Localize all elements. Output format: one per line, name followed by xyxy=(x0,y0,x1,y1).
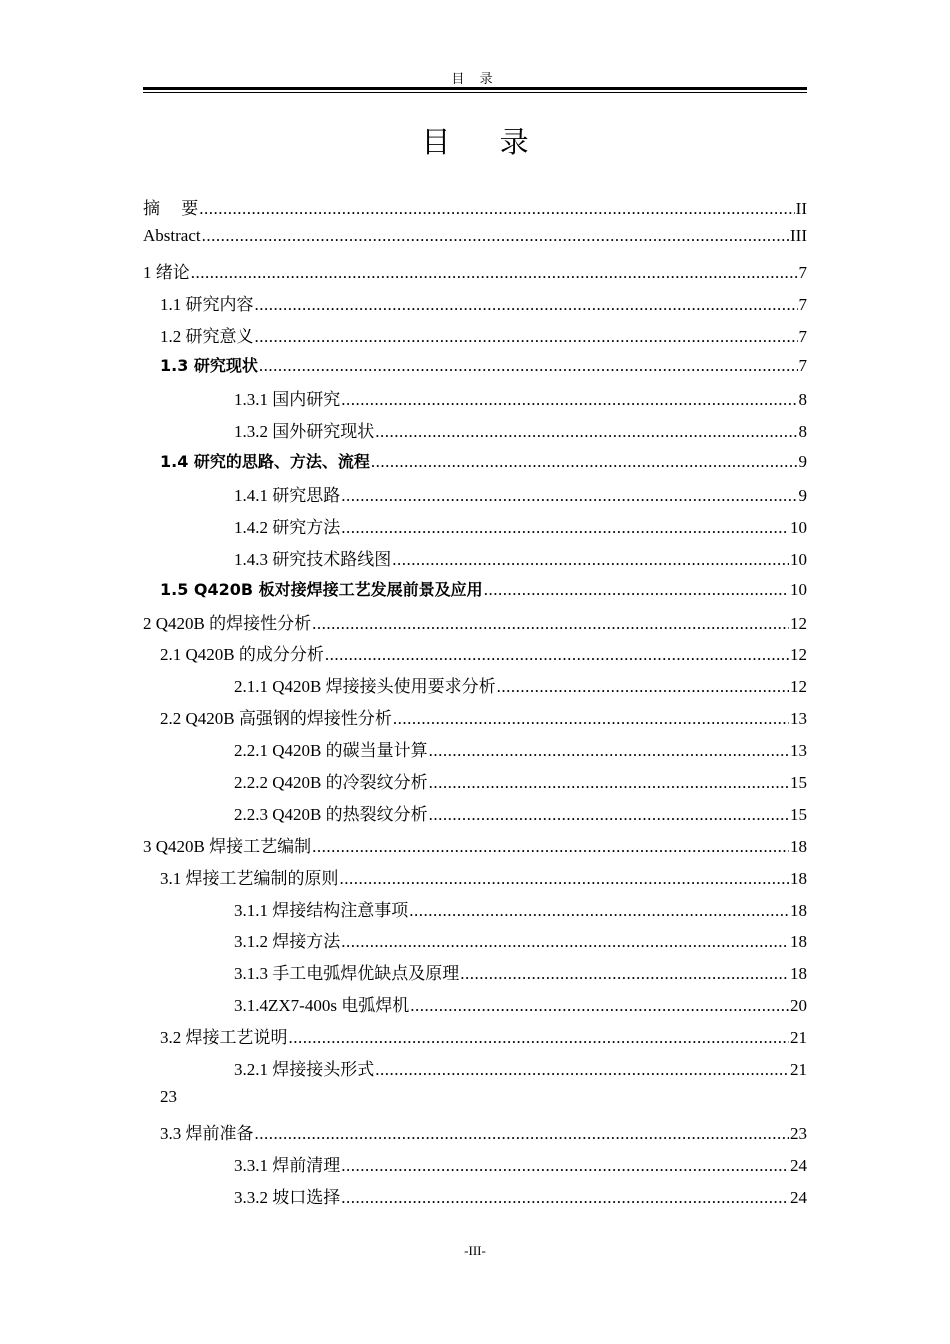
toc-entry-page: 21 xyxy=(790,1028,807,1048)
toc-entry-page: 18 xyxy=(790,964,807,984)
toc-entry-title: 3.2 焊接工艺说明 xyxy=(160,1028,288,1048)
toc-entry[interactable] xyxy=(143,226,807,258)
toc-entry[interactable] xyxy=(143,704,807,736)
toc-entry-page: 21 xyxy=(790,1060,807,1080)
toc-entry-title: 3.1.4ZX7-400s 电弧焊机 xyxy=(234,996,410,1016)
toc-entry[interactable] xyxy=(143,417,807,449)
toc-entry-title: 3.3.2 坡口选择 xyxy=(234,1187,341,1207)
toc-leader-dots xyxy=(341,1188,789,1208)
table-of-contents xyxy=(143,194,807,1215)
toc-entry[interactable] xyxy=(143,513,807,545)
toc-entry-page: 8 xyxy=(798,422,807,442)
toc-entry-title: 2.2.2 Q420B 的冷裂纹分析 xyxy=(234,773,428,793)
toc-leader-dots xyxy=(409,901,789,921)
toc-entry-title: 3.1.1 焊接结构注意事项 xyxy=(234,900,409,920)
toc-entry-title: 2.2.1 Q420B 的碳当量计算 xyxy=(234,741,428,761)
toc-entry-page: 12 xyxy=(790,613,807,633)
toc-leader-dots xyxy=(255,327,798,347)
toc-entry-page: 12 xyxy=(790,645,807,665)
toc-leader-dots xyxy=(255,295,798,315)
toc-leader-dots xyxy=(392,550,789,570)
header-rule-thin xyxy=(143,92,807,93)
toc-leader-dots xyxy=(191,263,798,283)
toc-entry-page: II xyxy=(795,199,807,218)
toc-leader-dots xyxy=(460,964,789,984)
toc-leader-dots xyxy=(259,356,798,376)
toc-entry-page: 18 xyxy=(790,836,807,856)
toc-entry[interactable] xyxy=(143,385,807,417)
toc-leader-dots xyxy=(341,390,797,410)
toc-entry-title: 1.5 Q420B 板对接焊接工艺发展前景及应用 xyxy=(160,579,483,599)
toc-entry-page: 7 xyxy=(798,294,807,314)
toc-entry[interactable] xyxy=(143,672,807,704)
toc-entry-title: 1.4.2 研究方法 xyxy=(234,517,341,537)
toc-entry[interactable] xyxy=(143,896,807,928)
toc-entry-title: 1.4.1 研究思路 xyxy=(234,486,341,506)
toc-entry[interactable] xyxy=(143,258,807,290)
toc-leader-dots xyxy=(341,518,789,538)
toc-leader-dots xyxy=(289,1028,790,1048)
running-header: 目 录 xyxy=(451,71,499,86)
toc-entry-page: 10 xyxy=(790,549,807,569)
toc-entry-page: 9 xyxy=(798,486,807,506)
toc-entry-title: 1 绪论 xyxy=(143,262,190,282)
toc-entry-page: 10 xyxy=(790,579,807,599)
page-number: -III- xyxy=(464,1243,486,1258)
toc-leader-dots xyxy=(484,580,789,600)
toc-entry-page: 8 xyxy=(798,390,807,410)
toc-entry-page: 23 xyxy=(790,1123,807,1143)
toc-entry-page: 7 xyxy=(798,356,807,376)
header-rule-thick xyxy=(143,87,807,90)
toc-entry[interactable] xyxy=(143,927,807,959)
toc-entry-page: 15 xyxy=(790,804,807,824)
toc-entry-page: 12 xyxy=(790,677,807,697)
toc-entry[interactable] xyxy=(143,194,807,226)
toc-entry[interactable] xyxy=(143,768,807,800)
toc-leader-dots xyxy=(375,422,797,442)
toc-entry-page: 24 xyxy=(790,1155,807,1175)
toc-entry[interactable] xyxy=(143,290,807,322)
toc-entry[interactable] xyxy=(143,353,807,385)
toc-entry-title: 3.1.2 焊接方法 xyxy=(234,932,341,952)
toc-entry-title: Abstract xyxy=(143,225,201,245)
toc-leader-dots xyxy=(429,805,789,825)
toc-entry[interactable] xyxy=(143,449,807,481)
toc-entry-title: 3.1 焊接工艺编制的原则 xyxy=(160,868,339,888)
toc-entry-title: 23 xyxy=(160,1086,177,1106)
toc-leader-dots xyxy=(325,645,789,665)
toc-entry-title: 2 Q420B 的焊接性分析 xyxy=(143,613,312,633)
toc-entry[interactable] xyxy=(143,864,807,896)
toc-leader-dots xyxy=(312,614,789,634)
toc-entry-page: 18 xyxy=(790,932,807,952)
toc-entry-title: 1.1 研究内容 xyxy=(160,294,254,314)
toc-entry-page: 18 xyxy=(790,900,807,920)
page-title: 目 录 xyxy=(421,125,549,159)
toc-leader-dots xyxy=(341,932,789,952)
toc-leader-dots xyxy=(341,486,797,506)
toc-leader-dots xyxy=(429,741,789,761)
toc-entry[interactable] xyxy=(143,736,807,768)
toc-entry[interactable] xyxy=(143,481,807,513)
toc-leader-dots xyxy=(341,1156,789,1176)
toc-leader-dots xyxy=(497,677,789,697)
toc-entry-title: 1.4 研究的思路、方法、流程 xyxy=(160,452,370,472)
toc-entry[interactable] xyxy=(143,991,807,1023)
toc-entry-title: 1.3.1 国内研究 xyxy=(234,390,341,410)
toc-entry-title: 1.3 研究现状 xyxy=(160,356,258,376)
toc-entry-page: 7 xyxy=(798,262,807,282)
toc-entry[interactable] xyxy=(143,1087,807,1119)
toc-leader-dots xyxy=(429,773,789,793)
toc-entry-page: 13 xyxy=(790,709,807,729)
toc-entry-title: 3.1.3 手工电弧焊优缺点及原理 xyxy=(234,964,460,984)
toc-entry[interactable] xyxy=(143,1119,807,1151)
toc-entry[interactable] xyxy=(143,832,807,864)
toc-entry-page: 20 xyxy=(790,996,807,1016)
toc-entry-title: 3 Q420B 焊接工艺编制 xyxy=(143,836,312,856)
toc-leader-dots xyxy=(312,837,789,857)
toc-leader-dots xyxy=(202,226,789,246)
toc-entry-title: 3.3.1 焊前清理 xyxy=(234,1155,341,1175)
toc-entry-title: 1.4.3 研究技术路线图 xyxy=(234,549,392,569)
toc-leader-dots xyxy=(410,996,789,1016)
toc-entry-title: 2.1 Q420B 的成分分析 xyxy=(160,645,324,665)
toc-entry[interactable] xyxy=(143,1183,807,1215)
toc-entry-title: 3.3 焊前准备 xyxy=(160,1123,254,1143)
toc-leader-dots xyxy=(255,1124,790,1144)
toc-entry-title: 2.1.1 Q420B 焊接接头使用要求分析 xyxy=(234,677,496,697)
toc-entry[interactable] xyxy=(143,1023,807,1055)
toc-leader-dots xyxy=(199,199,794,219)
toc-entry-page: 13 xyxy=(790,741,807,761)
toc-entry[interactable] xyxy=(143,577,807,609)
toc-leader-dots xyxy=(393,709,789,729)
toc-entry[interactable] xyxy=(143,1055,807,1087)
toc-entry-page: 18 xyxy=(790,868,807,888)
toc-entry[interactable] xyxy=(143,800,807,832)
toc-entry-title: 2.2 Q420B 高强钢的焊接性分析 xyxy=(160,709,392,729)
toc-entry[interactable] xyxy=(143,322,807,354)
toc-entry-title: 摘 要 xyxy=(143,199,199,218)
toc-leader-dots xyxy=(375,1060,789,1080)
toc-entry-title: 3.2.1 焊接接头形式 xyxy=(234,1060,375,1080)
toc-entry-title: 1.2 研究意义 xyxy=(160,326,254,346)
toc-entry-page: III xyxy=(790,225,807,245)
toc-entry-title: 1.3.2 国外研究现状 xyxy=(234,422,375,442)
toc-entry-title: 2.2.3 Q420B 的热裂纹分析 xyxy=(234,804,428,824)
toc-entry[interactable] xyxy=(143,959,807,991)
toc-entry-page: 24 xyxy=(790,1187,807,1207)
toc-entry-page: 15 xyxy=(790,773,807,793)
toc-leader-dots xyxy=(371,452,798,472)
toc-entry[interactable] xyxy=(143,545,807,577)
toc-entry[interactable] xyxy=(143,1151,807,1183)
toc-entry[interactable] xyxy=(143,609,807,641)
toc-entry-page: 7 xyxy=(798,326,807,346)
toc-entry[interactable] xyxy=(143,640,807,672)
toc-entry-page: 10 xyxy=(790,517,807,537)
toc-leader-dots xyxy=(340,869,790,889)
toc-entry-page: 9 xyxy=(798,452,807,472)
